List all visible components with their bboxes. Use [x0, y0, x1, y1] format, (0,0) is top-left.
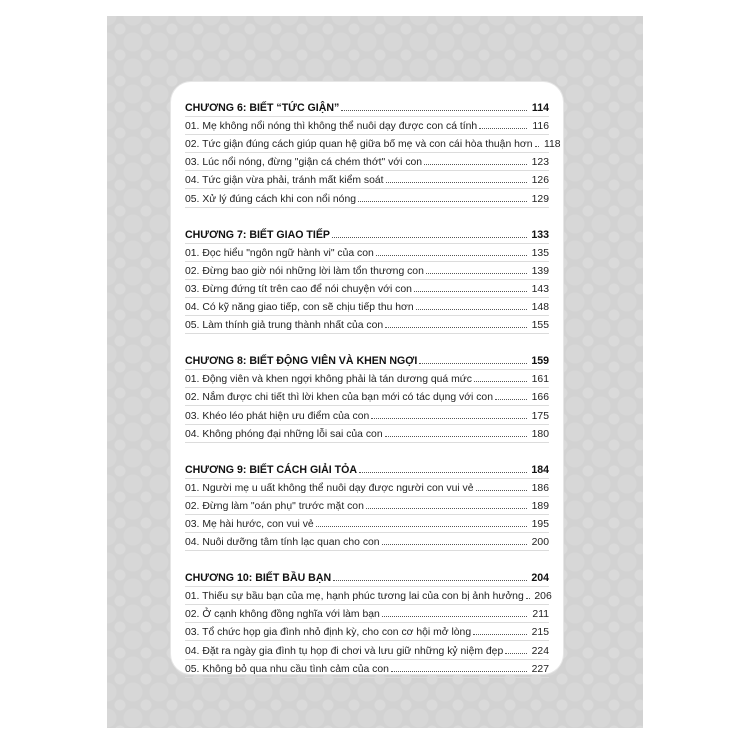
entry-page-number: 161: [531, 374, 549, 386]
entry-page-number: 195: [531, 518, 549, 530]
toc-entry: [185, 587, 552, 605]
entry-title: 03. Đừng đứng tít trên cao để nói chuyện với con: [185, 283, 412, 295]
dot-leader: [382, 544, 527, 545]
chapter-7: [185, 226, 549, 335]
dot-leader: [476, 490, 527, 491]
toc-entry: [185, 117, 549, 135]
entry-page-number: 118: [543, 139, 561, 151]
entry-title: 02. Đừng làm "oán phụ" trước mặt con: [185, 500, 364, 512]
entry-title: 04. Có kỹ năng giao tiếp, con sẽ chịu tiếp thu hơn: [185, 302, 414, 314]
toc-entry: [185, 244, 549, 262]
entry-title: 02. Ở cạnh không đồng nghĩa với làm bạn: [185, 609, 380, 621]
entry-page-number: 189: [531, 500, 549, 512]
toc-entry: [185, 533, 549, 551]
dot-leader: [316, 526, 527, 527]
entry-page-number: 200: [531, 537, 549, 549]
toc-entry: [185, 370, 549, 388]
chapter-title: CHƯƠNG 10: BIẾT BẦU BẠN: [185, 572, 332, 585]
toc-entry: [185, 135, 561, 153]
toc-entry: [185, 316, 549, 334]
entry-title: 03. Lúc nổi nóng, đừng "giận cá chém thớt" với con: [185, 157, 423, 169]
chapter-page-number: 204: [531, 572, 549, 585]
entry-page-number: 186: [531, 482, 549, 494]
chapter-heading: [185, 569, 549, 587]
toc-entry: [185, 425, 549, 443]
chapter-9: [185, 461, 549, 551]
entry-page-number: 227: [531, 663, 549, 675]
chapter-title: CHƯƠNG 8: BIẾT ĐỘNG VIÊN VÀ KHEN NGỢI: [185, 355, 418, 368]
toc-entry: [185, 479, 549, 497]
book-page: [107, 16, 643, 728]
entry-title: 02. Đừng bao giờ nói những lời làm tổn thương con: [185, 265, 424, 277]
entry-title: 03. Mẹ hài hước, con vui vẻ: [185, 518, 314, 530]
toc-entry: [185, 515, 549, 533]
entry-title: 01. Thiếu sự bầu bạn của mẹ, hạnh phúc tương lai của con bị ảnh hưởng: [185, 591, 524, 603]
dot-leader: [371, 418, 527, 419]
dot-leader: [505, 653, 527, 654]
toc-entry: [185, 388, 549, 406]
toc-entry: [185, 298, 549, 316]
entry-title: 04. Không phóng đại những lỗi sai của con: [185, 428, 383, 440]
dot-leader: [479, 128, 527, 129]
entry-page-number: 116: [532, 121, 549, 133]
dot-leader: [426, 273, 527, 274]
table-of-contents: [177, 88, 561, 675]
entry-page-number: 129: [531, 193, 549, 205]
entry-page-number: 143: [531, 283, 549, 295]
dot-leader: [333, 580, 527, 581]
entry-page-number: 180: [531, 428, 549, 440]
entry-title: 04. Tức giận vừa phải, tránh mất kiểm soát: [185, 175, 384, 187]
toc-entry: [185, 497, 549, 515]
entry-title: 05. Không bỏ qua nhu cầu tình cảm của con: [185, 663, 389, 675]
dot-leader: [359, 472, 527, 473]
chapter-page-number: 184: [531, 463, 549, 476]
entry-title: 05. Xử lý đúng cách khi con nổi nóng: [185, 193, 357, 205]
dot-leader: [376, 255, 527, 256]
entry-page-number: 211: [532, 609, 549, 621]
dot-leader: [332, 237, 527, 238]
chapter-10: [185, 569, 552, 678]
toc-entry: [185, 623, 549, 641]
chapter-page-number: 133: [531, 228, 549, 241]
entry-page-number: 224: [531, 645, 549, 657]
entry-title: 02. Nắm được chi tiết thì lời khen của bạn mới có tác dụng với con: [185, 392, 493, 404]
toc-entry: [185, 171, 549, 189]
toc-entry: [185, 605, 549, 623]
chapter-page-number: 159: [531, 355, 549, 368]
entry-title: 01. Đọc hiểu "ngôn ngữ hành vi" của con: [185, 247, 374, 259]
dot-leader: [382, 616, 527, 617]
chapter-heading: [185, 352, 549, 370]
entry-page-number: 135: [531, 247, 549, 259]
dot-leader: [385, 436, 527, 437]
entry-page-number: 166: [531, 392, 549, 404]
entry-title: 01. Mẹ không nổi nóng thì không thể nuôi dạy được con cá tính: [185, 121, 478, 133]
entry-title: 04. Đặt ra ngày gia đình tụ họp đi chơi và lưu giữ những kỷ niệm đẹp: [185, 645, 504, 657]
toc-entry: [185, 280, 549, 298]
dot-leader: [358, 201, 527, 202]
chapter-8: [185, 352, 549, 442]
entry-page-number: 215: [531, 627, 549, 639]
dot-leader: [385, 327, 527, 328]
dot-leader: [341, 110, 527, 111]
dot-leader: [526, 598, 530, 599]
chapter-title: CHƯƠNG 7: BIẾT GIAO TIẾP: [185, 228, 330, 241]
entry-page-number: 206: [534, 591, 552, 603]
entry-page-number: 175: [531, 410, 549, 422]
entry-page-number: 139: [531, 265, 549, 277]
toc-entry: [185, 262, 549, 280]
toc-entry: [185, 660, 549, 678]
chapter-heading: [185, 461, 549, 479]
toc-entry: [185, 153, 549, 171]
entry-title: 02. Tức giận đúng cách giúp quan hệ giữa bố mẹ và con cái hòa thuận hơn: [185, 139, 533, 151]
dot-leader: [366, 508, 527, 509]
dot-leader: [414, 291, 527, 292]
dot-leader: [386, 182, 527, 183]
dot-leader: [424, 164, 527, 165]
entry-page-number: 123: [531, 157, 549, 169]
dot-leader: [535, 146, 539, 147]
entry-title: 03. Tổ chức họp gia đình nhỏ định kỳ, cho con cơ hội mở lòng: [185, 627, 472, 639]
entry-page-number: 155: [531, 320, 549, 332]
chapter-title: CHƯƠNG 6: BIẾT “TỨC GIẬN”: [185, 102, 340, 115]
chapter-heading: [185, 226, 549, 244]
chapter-6: [185, 99, 561, 208]
toc-entry: [185, 189, 549, 207]
entry-page-number: 148: [531, 302, 549, 314]
entry-page-number: 126: [531, 175, 549, 187]
chapter-page-number: 114: [531, 102, 549, 115]
dot-leader: [416, 309, 527, 310]
entry-title: 05. Làm thính giả trung thành nhất của con: [185, 320, 384, 332]
dot-leader: [474, 381, 527, 382]
chapter-heading: [185, 99, 549, 117]
entry-title: 04. Nuôi dưỡng tâm tính lạc quan cho con: [185, 537, 380, 549]
entry-title: 01. Người mẹ u uất không thể nuôi dạy được người con vui vẻ: [185, 482, 474, 494]
toc-entry: [185, 406, 549, 424]
dot-leader: [473, 634, 527, 635]
dot-leader: [495, 399, 527, 400]
entry-title: 03. Khéo léo phát hiện ưu điểm của con: [185, 410, 370, 422]
chapter-title: CHƯƠNG 9: BIẾT CÁCH GIẢI TỎA: [185, 463, 358, 476]
entry-title: 01. Động viên và khen ngợi không phải là tán dương quá mức: [185, 374, 472, 386]
toc-entry: [185, 641, 549, 659]
dot-leader: [391, 671, 527, 672]
dot-leader: [419, 363, 527, 364]
